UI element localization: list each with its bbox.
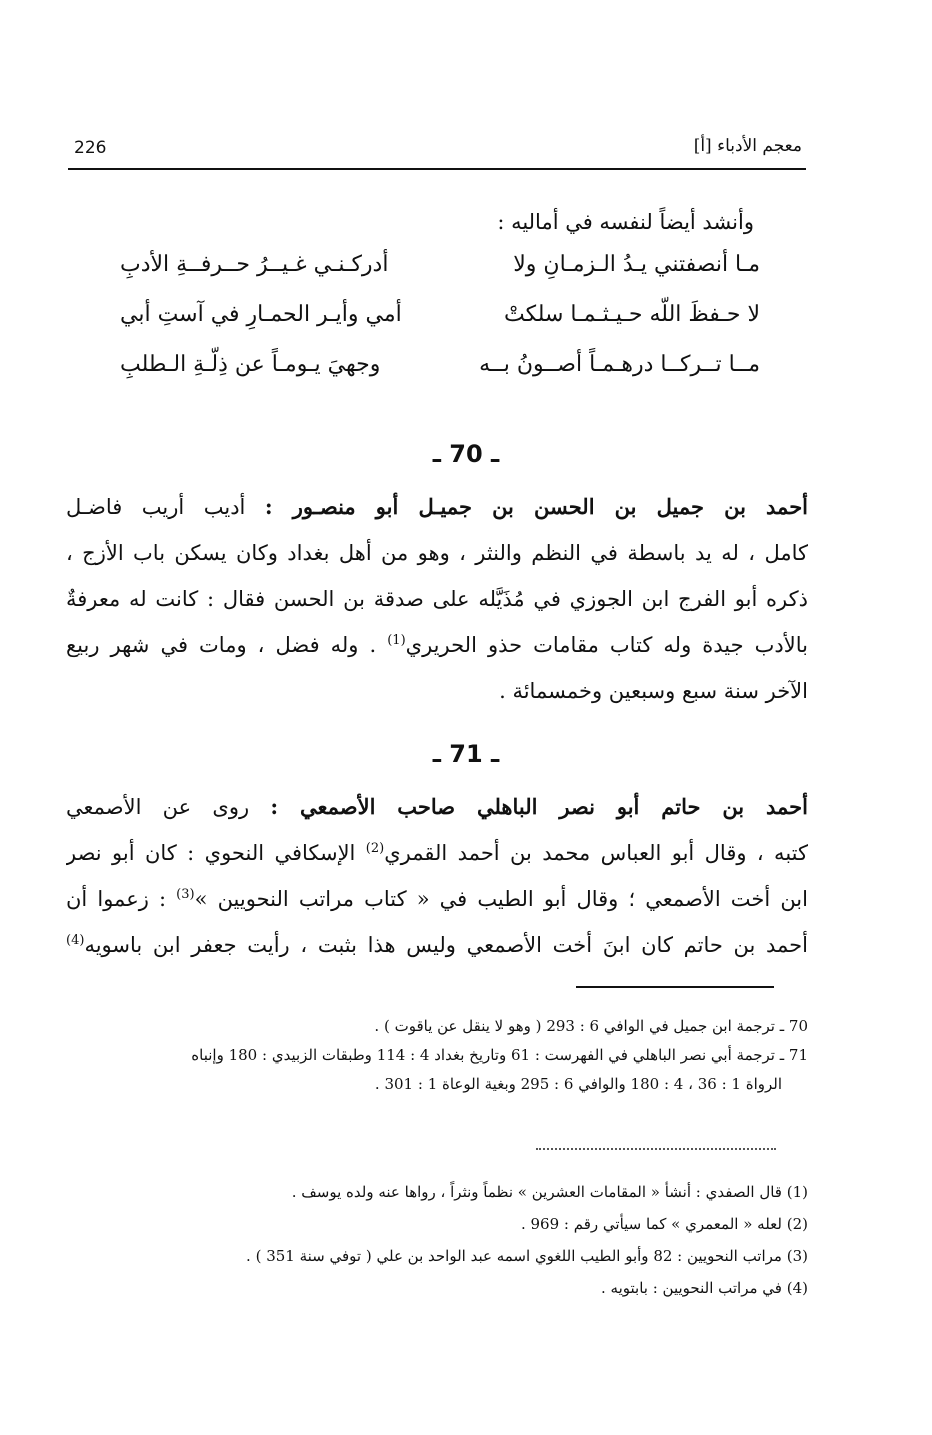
entry-70-line-4-a: بالأدب جيدة وله كتاب مقامات حذو الحريري [405, 633, 808, 657]
entry-71-line-4 [66, 922, 808, 968]
footnote-3: (3) مراتب النحويين : 82 وأبو الطيب اللغوي اسمه عبد الواحد بن علي ( توفي سنة 351 ) . [246, 1247, 808, 1265]
verse-2-first-hemistich: لا حـفظَ اللّه حـيـثـمـا سلكتْ [503, 302, 760, 327]
entry-70-name: أحمد بن جميل بن الحسن بن جميـل أبو منصـور : [264, 494, 808, 519]
entry-70-line-5: الآخر سنة سبع وسبعين وخمسمائة . [499, 679, 808, 703]
page-header [68, 132, 806, 170]
footnote-marker-1: (1) [387, 633, 406, 648]
verse-1-second-hemistich: أدركـنـي غـيــرُ حــرفــةِ الأدبِ [120, 252, 389, 277]
bio-note-71-continued: الرواة 1 : 36 ، 4 : 180 والوافي 6 : 295 وبغية الوعاة 1 : 301 . [374, 1075, 782, 1093]
page-number: 226 [74, 138, 107, 158]
entry-number-71: ـ 71 ـ [432, 740, 500, 768]
verse-3 [110, 352, 760, 392]
footnote-marker-2: (2) [365, 841, 385, 856]
biography-notes [100, 1012, 808, 1099]
entry-70-line-1-rest: أديب أريب فاضـل [66, 495, 265, 519]
entry-71-line-2-b: الإسكافي النحوي : كان أبو نصر [66, 841, 366, 865]
entry-70-line-3: ذكره أبو الفرج ابن الجوزي في مُذَيَّله على صدقة بن الحسن فقال : كانت له معرفةٌ [66, 587, 808, 611]
entry-70-line-2: كامل ، له يد باسطة في النظم والنثر ، وهو من أهل بغداد وكان يسكن باب الأزج ، [66, 541, 808, 565]
footnote-separator-rule [576, 986, 774, 988]
footnotes [100, 1176, 808, 1304]
entry-71-line-1 [66, 784, 808, 830]
verse-2 [110, 302, 760, 342]
entry-71-line-2-a: كتبه ، وقال أبو العباس محمد بن أحمد القمري [384, 841, 808, 865]
entry-71-line-3-b: : زعموا أن [66, 887, 177, 911]
entry-71-name: أحمد بن حاتم أبو نصر الباهلي صاحب الأصمعي : [270, 794, 808, 819]
dotted-separator [536, 1148, 776, 1150]
verse-1-first-hemistich: مـا أنصفتني يـدُ الـزمـانِ ولا [513, 252, 760, 277]
footnote-marker-3: (3) [176, 887, 195, 902]
poem-intro: وأنشد أيضاً لنفسه في أماليه : [497, 210, 754, 234]
entry-70-line-4 [66, 622, 808, 668]
bio-note-71: 71 ـ ترجمة أبي نصر الباهلي في الفهرست : 61 وتاريخ بغداد 4 : 114 وطبقات الزبيدي : 180 وإنباه [191, 1046, 808, 1064]
verse-1 [110, 252, 760, 292]
verse-2-second-hemistich: أمي وأيـر الحمـارِ في آستِ أبي [120, 302, 402, 327]
verse-3-first-hemistich: مــا تــركــا درهـمـاً أصــونُ بــه [479, 352, 760, 377]
entry-71-line-2 [66, 830, 808, 876]
footnote-2: (2) لعله « المعمري » كما سيأتي رقم : 969 . [520, 1215, 808, 1233]
entry-71-line-3-a: ابن أخت الأصمعي ؛ وقال أبو الطيب في « كتاب مراتب النحويين » [194, 887, 808, 911]
entry-71-line-4-a: أحمد بن حاتم كان ابنَ أخت الأصمعي وليس هذا بثبت ، رأيت جعفر ابن باسويه [84, 933, 808, 957]
entry-70-line-1 [66, 484, 808, 530]
footnote-4: (4) في مراتب النحويين : بابتويه . [601, 1279, 808, 1297]
entry-71-text [66, 784, 808, 968]
running-title: معجم الأدباء [أ] [693, 136, 802, 156]
bio-note-70: 70 ـ ترجمة ابن جميل في الوافي 6 : 293 ( وهو لا ينقل عن ياقوت ) . [374, 1017, 808, 1035]
entry-71-line-3 [66, 876, 808, 922]
entry-70-text [66, 484, 808, 714]
verse-3-second-hemistich: وجهيَ يـومـاً عن ذِلّـةِ الـطلبِ [120, 352, 381, 377]
footnote-1: (1) قال الصفدي : أنشأ « المقامات العشرين » نظماً ونثراً ، رواها عنه ولده يوسف . [291, 1183, 808, 1201]
entry-71-line-1-rest: روى عن الأصمعي [66, 795, 271, 819]
entry-70-line-4-b: . وله فضل ، ومات في شهر ربيع [66, 633, 388, 657]
entry-number-70: ـ 70 ـ [432, 440, 500, 468]
footnote-marker-4: (4) [66, 933, 85, 948]
